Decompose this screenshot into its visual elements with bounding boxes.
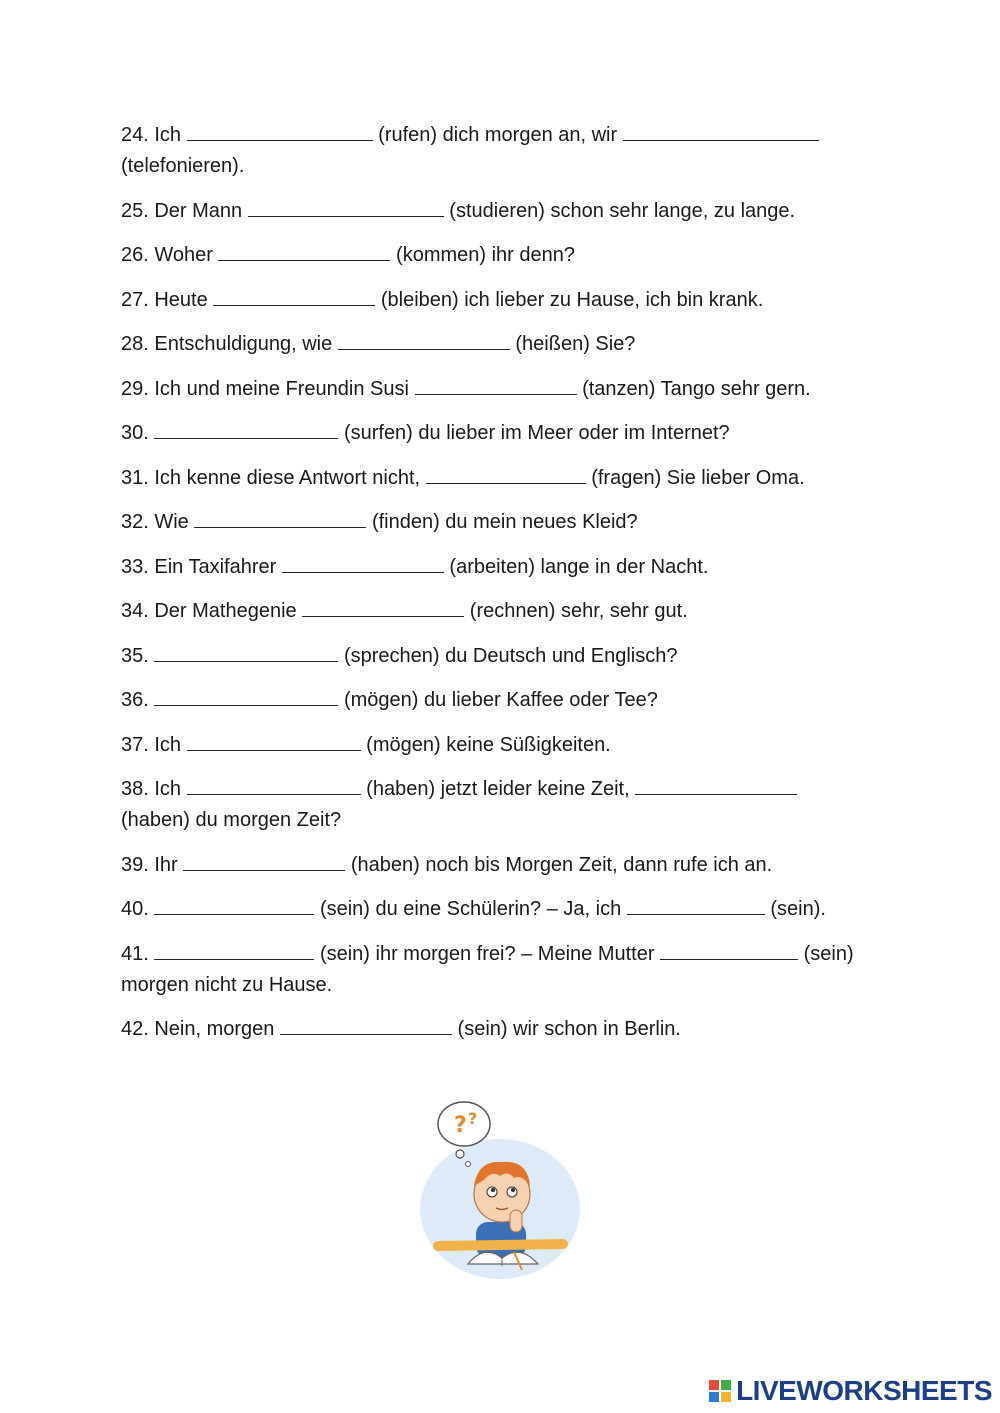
exercise-35 [121, 641, 881, 672]
answer-blank[interactable] [187, 734, 361, 751]
exercise-text: 37. Ich [121, 733, 182, 756]
exercise-text: (haben) noch bis Morgen Zeit, dann rufe ich an. [350, 853, 773, 876]
exercise-41 [121, 939, 861, 1001]
exercise-text: (finden) du mein neues Kleid? [371, 511, 638, 533]
exercise-text: (surfen) du lieber im Meer oder im Internet? [343, 422, 730, 444]
exercise-text: 27. Heute [121, 288, 208, 311]
exercise-text: (rechnen) sehr, sehr gut. [469, 600, 688, 622]
answer-blank[interactable] [194, 511, 366, 528]
answer-blank[interactable] [426, 467, 586, 484]
question-mark: ? [468, 1109, 478, 1128]
answer-blank[interactable] [338, 333, 510, 350]
exercise-28 [121, 329, 881, 360]
answer-blank[interactable] [660, 943, 798, 960]
exercise-text: (telefonieren). [121, 155, 245, 177]
exercise-37 [121, 730, 881, 761]
boy-hand [510, 1210, 522, 1232]
exercise-text: 25. Der Mann [121, 199, 243, 222]
exercise-text: (rufen) dich morgen an, wir [378, 124, 618, 146]
desk [438, 1244, 563, 1246]
exercise-text: 29. Ich und meine Freundin Susi [121, 377, 409, 400]
exercise-text: 26. Woher [121, 244, 213, 266]
answer-blank[interactable] [154, 422, 338, 439]
exercise-text: (sein) ihr morgen frei? – Meine Mutter [319, 942, 655, 965]
worksheet [121, 120, 881, 1059]
answer-blank[interactable] [302, 600, 464, 617]
exercise-text: 38. Ich [121, 778, 182, 800]
exercise-33 [121, 552, 881, 583]
answer-blank[interactable] [187, 124, 373, 141]
exercise-text: 33. Ein Taxifahrer [121, 555, 277, 578]
exercise-text: (haben) jetzt leider keine Zeit, [366, 778, 630, 800]
answer-blank[interactable] [154, 898, 314, 915]
exercise-31 [121, 463, 881, 494]
exercise-32 [121, 507, 881, 538]
exercise-text: (tanzen) Tango sehr gern. [582, 377, 811, 400]
answer-blank[interactable] [183, 854, 345, 871]
exercise-text: (fragen) Sie lieber Oma. [591, 466, 805, 489]
exercise-text: (sein) du eine Schülerin? – Ja, ich [319, 898, 622, 920]
exercise-text: 32. Wie [121, 511, 189, 533]
exercise-text: 30. [121, 422, 149, 444]
exercise-text: (mögen) keine Süßigkeiten. [366, 733, 611, 756]
answer-blank[interactable] [154, 689, 338, 706]
exercise-text: 31. Ich kenne diese Antwort nicht, [121, 466, 421, 489]
exercise-38 [121, 774, 861, 836]
exercise-text: (mögen) du lieber Kaffee oder Tee? [343, 689, 658, 711]
exercise-text: 35. [121, 644, 149, 667]
exercise-text: (sprechen) du Deutsch und Englisch? [343, 644, 678, 667]
exercise-36 [121, 685, 881, 716]
exercise-29 [121, 374, 881, 405]
exercise-text: (studieren) schon sehr lange, zu lange. [449, 199, 796, 222]
exercise-text: (sein). [770, 898, 826, 920]
answer-blank[interactable] [282, 556, 444, 573]
thinking-boy-illustration [418, 1094, 583, 1284]
question-mark: ? [454, 1113, 467, 1138]
answer-blank[interactable] [280, 1018, 452, 1035]
exercise-text: 34. Der Mathegenie [121, 600, 297, 622]
exercise-text: 42. Nein, morgen [121, 1018, 275, 1040]
answer-blank[interactable] [187, 778, 361, 795]
exercise-text: 24. Ich [121, 124, 182, 146]
exercise-34 [121, 596, 881, 627]
answer-blank[interactable] [154, 645, 338, 662]
exercise-text: (sein) wir schon in Berlin. [457, 1018, 681, 1040]
exercise-24 [121, 120, 861, 182]
exercise-40 [121, 894, 881, 925]
answer-blank[interactable] [627, 898, 765, 915]
exercise-text: (arbeiten) lange in der Nacht. [449, 555, 709, 578]
exercise-25 [121, 196, 881, 227]
liveworksheets-logo-icon [708, 1379, 732, 1403]
answer-blank[interactable] [213, 289, 375, 306]
answer-blank[interactable] [248, 200, 444, 217]
exercise-30 [121, 418, 881, 449]
exercise-27 [121, 285, 881, 316]
liveworksheets-logo-text: LIVEWORKSHEETS [736, 1375, 992, 1406]
answer-blank[interactable] [415, 378, 577, 395]
exercise-text: (kommen) ihr denn? [396, 244, 575, 266]
liveworksheets-footer [708, 1375, 992, 1407]
answer-blank[interactable] [218, 244, 390, 261]
exercise-text: 41. [121, 942, 149, 965]
exercise-text: (haben) du morgen Zeit? [121, 809, 342, 831]
exercise-39 [121, 850, 881, 881]
answer-blank[interactable] [635, 778, 797, 795]
answer-blank[interactable] [154, 943, 314, 960]
exercise-text: (sein) morgen nicht zu Hause. [121, 942, 854, 996]
exercise-text: (bleiben) ich lieber zu Hause, ich bin krank. [380, 288, 764, 311]
answer-blank[interactable] [623, 124, 819, 141]
exercise-text: 28. Entschuldigung, wie [121, 333, 333, 355]
exercise-text: 36. [121, 689, 149, 711]
exercise-26 [121, 240, 881, 271]
exercise-text: (heißen) Sie? [515, 333, 636, 355]
exercise-42 [121, 1014, 881, 1045]
exercise-text: 39. Ihr [121, 853, 178, 876]
exercise-text: 40. [121, 898, 149, 920]
